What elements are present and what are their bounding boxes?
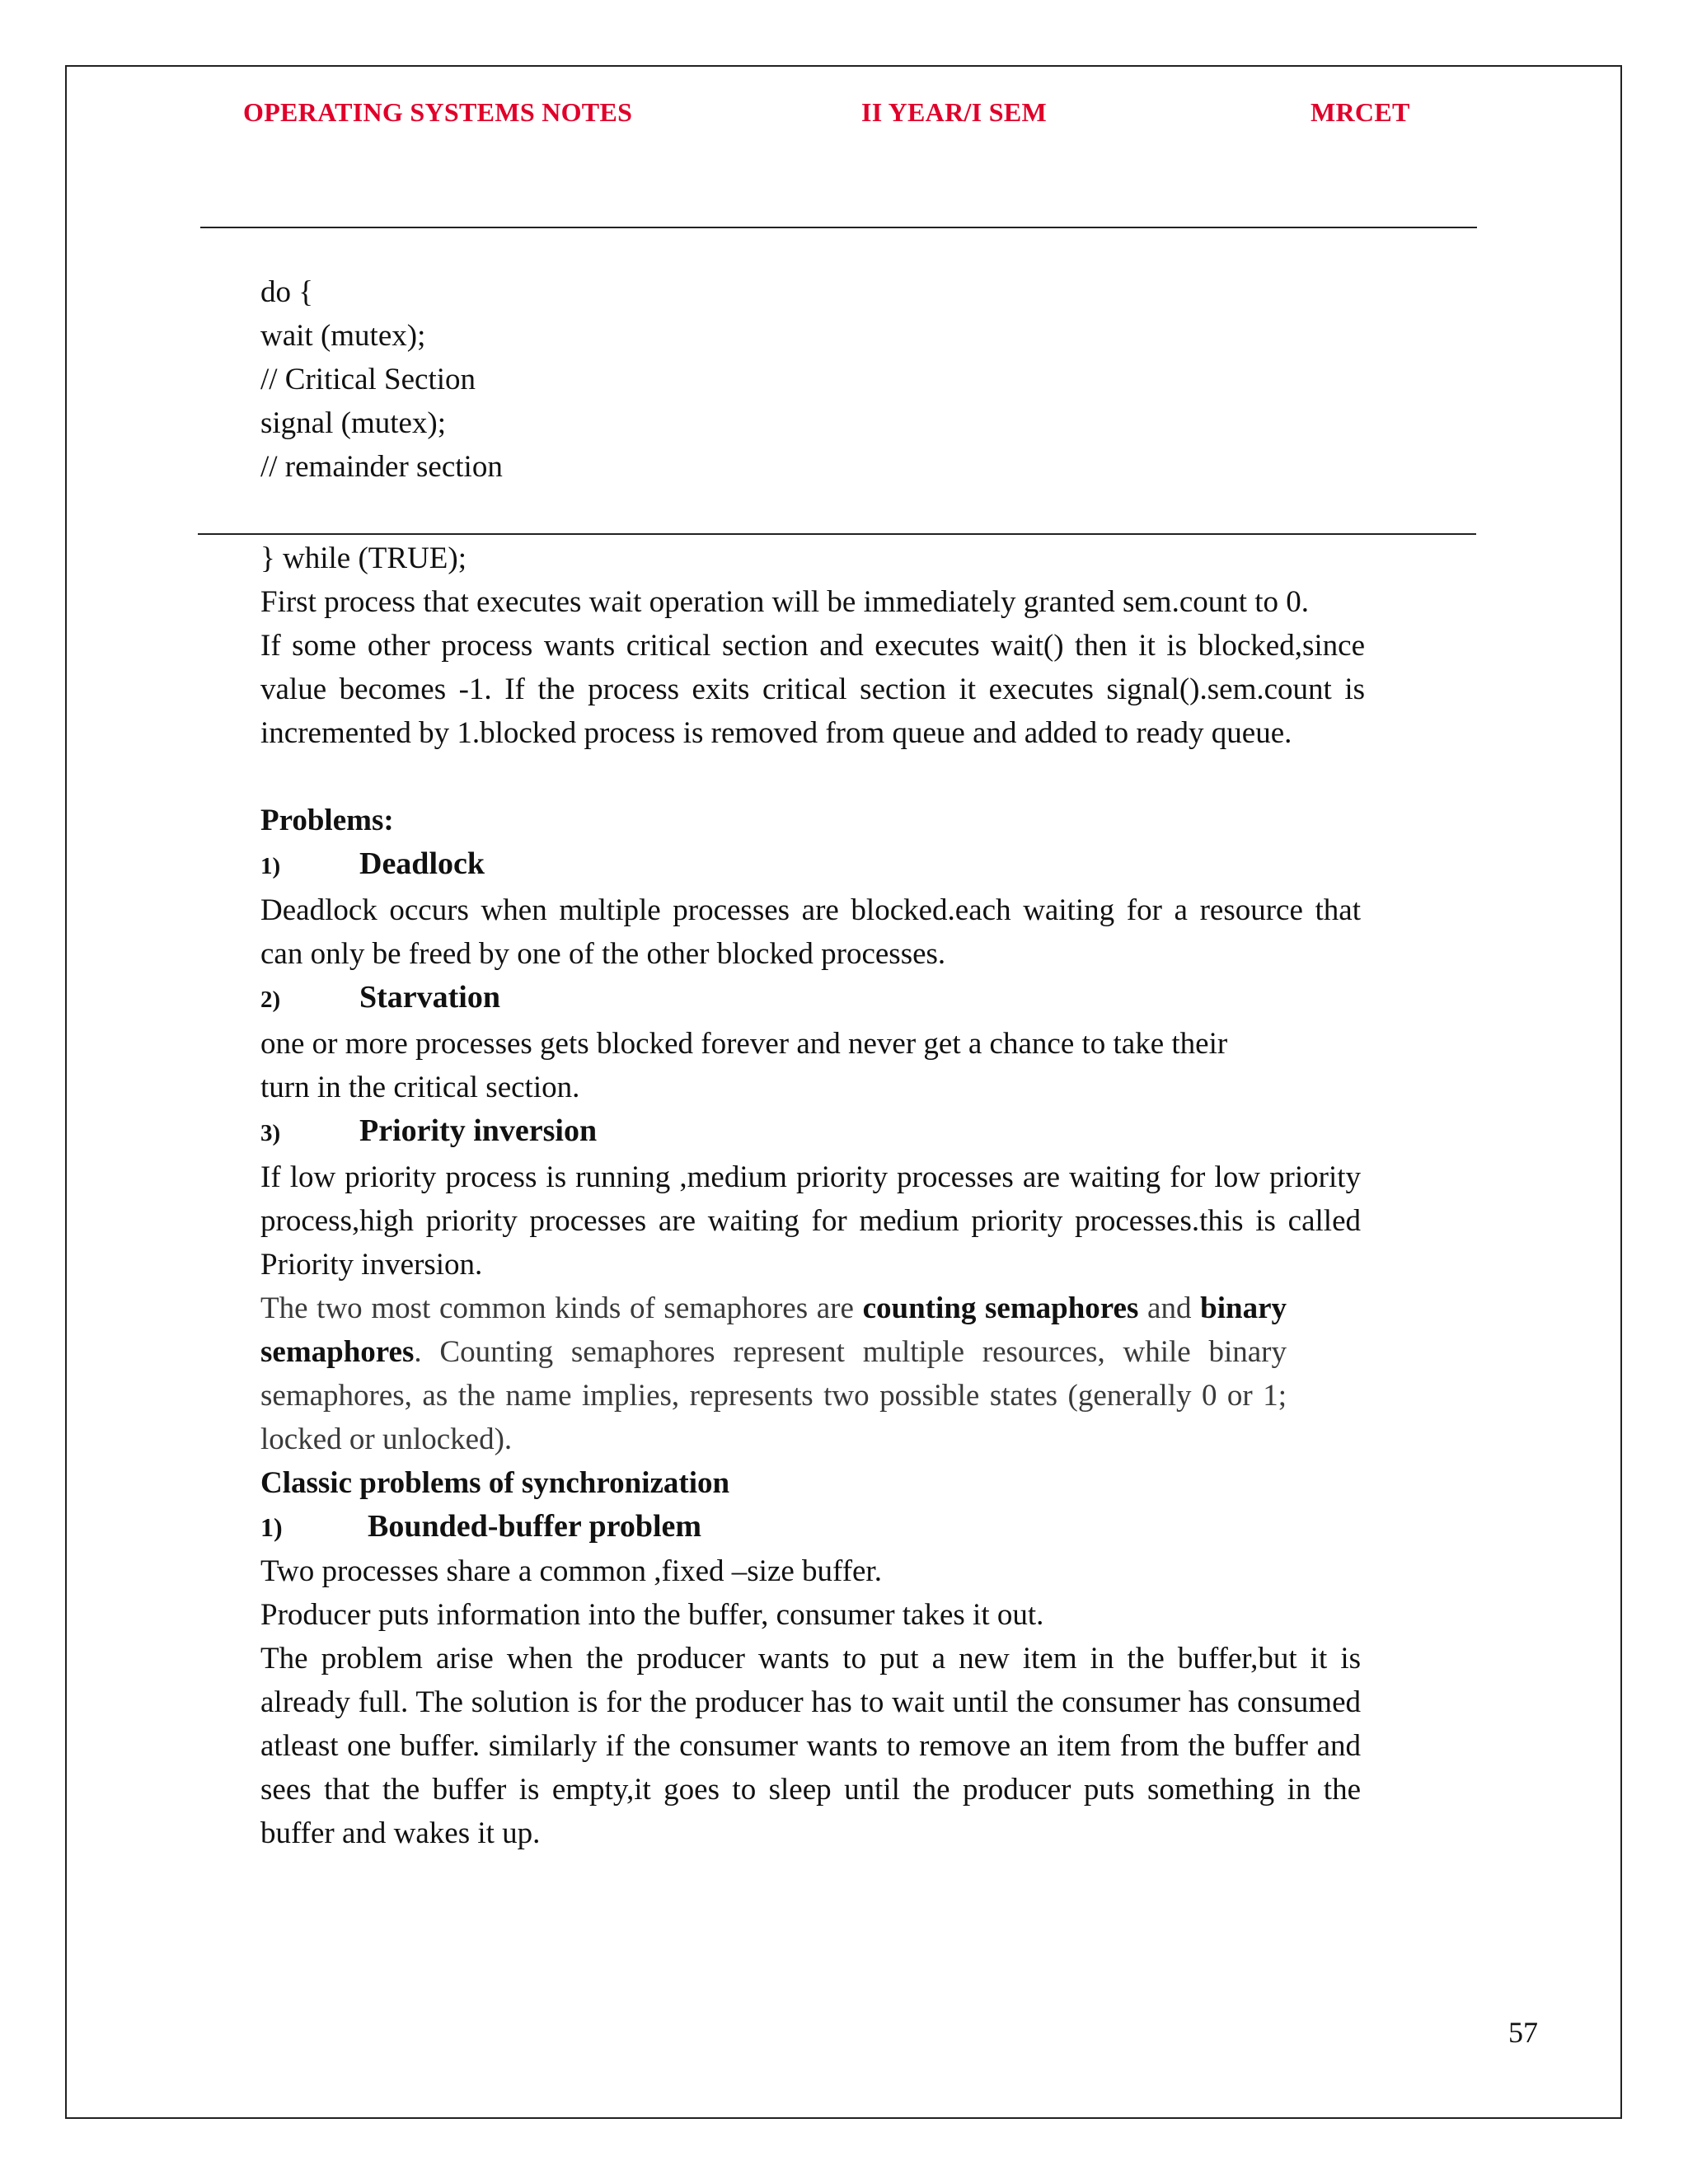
problem-title: Priority inversion <box>359 1113 598 1148</box>
classic-problem-heading <box>260 1505 1381 1549</box>
code-line: do { <box>260 275 314 309</box>
problem-number: 2) <box>260 987 281 1013</box>
problem-number: 1) <box>260 853 281 879</box>
problem-text-starvation-line2: turn in the critical section. <box>260 1071 580 1104</box>
semaphore-text: . Counting semaphores represent multiple resources, while binary semaphores, as the name implies, represents two possible states (generally 0 or 1; locked or unlocked). <box>260 1335 1287 1456</box>
problem-title: Deadlock <box>359 846 485 881</box>
problem-text-deadlock: Deadlock occurs when multiple processes are blocked.each waiting for a resource that can only be freed by one of the other blocked processes. <box>260 893 1361 971</box>
header-divider <box>200 227 1477 228</box>
bounded-buffer-line1: Two processes share a common ,fixed –size buffer. <box>260 1554 882 1588</box>
code-block <box>260 270 1381 489</box>
code-closing-line: } while (TRUE); <box>260 541 467 575</box>
explanation-paragraph: If some other process wants critical section and executes wait() then it is blocked,since value becomes -1. If the process exits critical section it executes signal().sem.count is incremented by 1.blocked process is removed from queue and added to ready queue. <box>260 629 1365 750</box>
problem-text-starvation-line1: one or more processes gets blocked forever and never get a chance to take their <box>260 1027 1228 1061</box>
main-body <box>260 537 1381 1855</box>
problem-number: 3) <box>260 1120 281 1146</box>
code-line: wait (mutex); <box>260 319 426 353</box>
semaphore-kinds-paragraph <box>260 1286 1287 1461</box>
bounded-buffer-line2: Producer puts information into the buffer, consumer takes it out. <box>260 1598 1044 1632</box>
counting-semaphores-term: counting semaphores <box>862 1291 1139 1325</box>
code-line: signal (mutex); <box>260 406 447 440</box>
header-year-semester: II YEAR/I SEM <box>861 97 1047 127</box>
problems-heading: Problems: <box>260 804 394 837</box>
semaphore-text: The two most common kinds of semaphores are <box>260 1291 863 1325</box>
problem-number: 1) <box>260 1512 283 1542</box>
header-institution: MRCET <box>1311 97 1410 127</box>
semaphore-text: and <box>1138 1291 1201 1325</box>
problem-heading-starvation <box>260 976 1381 1022</box>
problem-text-priority-inversion: If low priority process is running ,medium priority processes are waiting for low priority process,high priority processes are waiting for medium priority processes.this is called Priority inversion. <box>260 1160 1361 1282</box>
header-course-title: OPERATING SYSTEMS NOTES <box>243 97 633 127</box>
problem-title: Bounded-buffer problem <box>368 1509 702 1544</box>
code-divider <box>198 533 1476 535</box>
problem-heading-deadlock <box>260 842 1381 888</box>
problem-heading-priority-inversion <box>260 1109 1381 1155</box>
code-line: // remainder section <box>260 450 503 484</box>
code-line: // Critical Section <box>260 363 476 396</box>
classic-problems-heading: Classic problems of synchronization <box>260 1466 730 1500</box>
problem-title: Starvation <box>359 980 500 1015</box>
binary-semaphores-term: binary semaphores <box>260 1291 1287 1369</box>
bounded-buffer-paragraph: The problem arise when the producer wants to put a new item in the buffer,but it is already full. The solution is for the producer has to wait until the consumer has consumed atleast one buffer. similarly if the consumer wants to remove an item from the buffer and sees that the buffer is empty,it goes to sleep until the producer puts something in the buffer and wakes it up. <box>260 1642 1361 1850</box>
explanation-first-line: First process that executes wait operation will be immediately granted sem.count to 0. <box>260 585 1310 619</box>
page-number: 57 <box>1508 2016 1538 2049</box>
